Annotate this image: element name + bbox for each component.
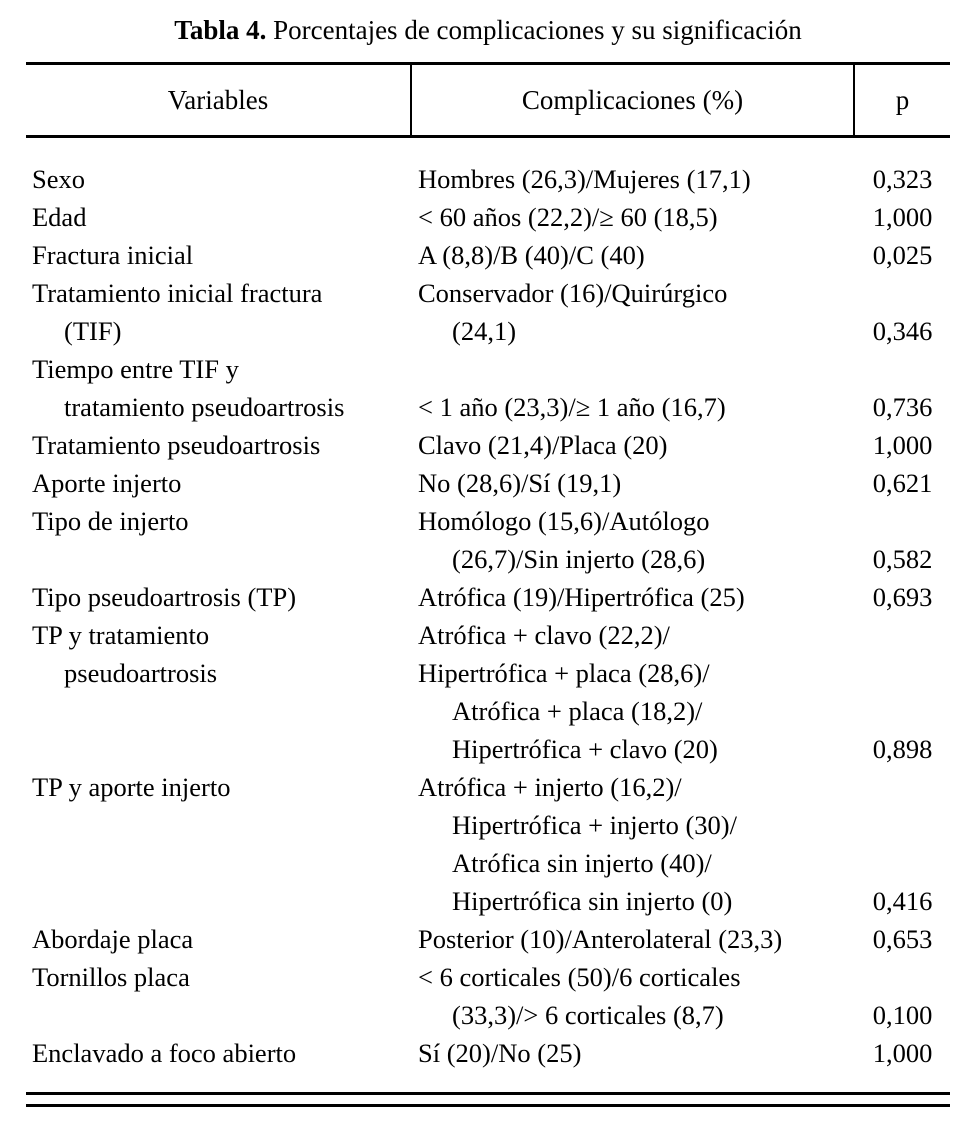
table-caption-text: Porcentajes de complicaciones y su significación bbox=[266, 15, 802, 45]
cell-variable bbox=[26, 730, 410, 768]
cell-p-value bbox=[855, 274, 950, 312]
cell-variable: Tipo pseudoartrosis (TP) bbox=[32, 582, 297, 612]
cell-variable: TP y aporte injerto bbox=[32, 772, 231, 802]
cell-p-value bbox=[855, 768, 950, 806]
table-row bbox=[26, 350, 950, 388]
cell-variable: Abordaje placa bbox=[32, 924, 194, 954]
cell-p-value bbox=[855, 654, 950, 692]
cell-complicaciones: Hipertrófica sin injerto (0) bbox=[452, 886, 733, 916]
cell-complicaciones: Atrófica (19)/Hipertrófica (25) bbox=[418, 582, 745, 612]
header-cell-variables: Variables bbox=[167, 85, 269, 115]
table-header bbox=[26, 65, 950, 138]
cell-p-value bbox=[855, 502, 950, 540]
cell-p-value bbox=[855, 844, 950, 882]
cell-variable bbox=[26, 540, 410, 578]
cell-p-value: 1,000 bbox=[872, 430, 933, 460]
cell-p-value: 1,000 bbox=[872, 202, 933, 232]
table-row bbox=[26, 958, 950, 996]
table-row bbox=[26, 388, 950, 426]
table-row bbox=[26, 920, 950, 958]
cell-complicaciones: Atrófica + clavo (22,2)/ bbox=[418, 620, 670, 650]
cell-complicaciones bbox=[410, 350, 855, 388]
cell-p-value: 0,582 bbox=[872, 544, 933, 574]
cell-variable: Aporte injerto bbox=[32, 468, 182, 498]
table-row bbox=[26, 1034, 950, 1072]
cell-variable: Tornillos placa bbox=[32, 962, 190, 992]
table-title bbox=[26, 12, 950, 48]
cell-variable bbox=[26, 806, 410, 844]
cell-p-value: 0,653 bbox=[872, 924, 933, 954]
cell-complicaciones: Hipertrófica + injerto (30)/ bbox=[452, 810, 737, 840]
cell-complicaciones: < 1 año (23,3)/≥ 1 año (16,7) bbox=[418, 392, 726, 422]
cell-complicaciones: < 60 años (22,2)/≥ 60 (18,5) bbox=[418, 202, 718, 232]
table-row bbox=[26, 160, 950, 198]
cell-complicaciones: < 6 corticales (50)/6 corticales bbox=[418, 962, 741, 992]
bottom-rule-1 bbox=[26, 1092, 950, 1095]
cell-complicaciones: Sí (20)/No (25) bbox=[418, 1038, 582, 1068]
cell-p-value: 0,100 bbox=[872, 1000, 933, 1030]
cell-variable: TP y tratamiento bbox=[32, 620, 210, 650]
header-cell-p: p bbox=[895, 85, 910, 115]
cell-p-value: 0,693 bbox=[872, 582, 933, 612]
cell-p-value: 0,736 bbox=[872, 392, 933, 422]
cell-complicaciones: Conservador (16)/Quirúrgico bbox=[418, 278, 728, 308]
cell-variable: Tratamiento inicial fractura bbox=[32, 278, 323, 308]
cell-complicaciones: Hipertrófica + placa (28,6)/ bbox=[418, 658, 710, 688]
table-row bbox=[26, 198, 950, 236]
cell-variable bbox=[26, 844, 410, 882]
cell-variable bbox=[26, 996, 410, 1034]
table-row bbox=[26, 882, 950, 920]
cell-variable bbox=[26, 692, 410, 730]
cell-complicaciones: Atrófica + injerto (16,2)/ bbox=[418, 772, 682, 802]
cell-p-value bbox=[855, 958, 950, 996]
bottom-rule-2 bbox=[26, 1104, 950, 1107]
cell-p-value: 0,416 bbox=[872, 886, 933, 916]
cell-complicaciones: Clavo (21,4)/Placa (20) bbox=[418, 430, 668, 460]
table-row bbox=[26, 464, 950, 502]
cell-variable: Fractura inicial bbox=[32, 240, 194, 270]
cell-variable: Sexo bbox=[32, 164, 85, 194]
cell-complicaciones: Homólogo (15,6)/Autólogo bbox=[418, 506, 710, 536]
cell-p-value bbox=[855, 616, 950, 654]
table-row bbox=[26, 844, 950, 882]
header-cell-complicaciones: Complicaciones (%) bbox=[410, 65, 855, 135]
cell-complicaciones: Atrófica + placa (18,2)/ bbox=[452, 696, 703, 726]
cell-p-value: 0,621 bbox=[872, 468, 933, 498]
table-row bbox=[26, 730, 950, 768]
table-row bbox=[26, 540, 950, 578]
table-row bbox=[26, 616, 950, 654]
cell-variable bbox=[26, 882, 410, 920]
table-row bbox=[26, 692, 950, 730]
table-caption-label: Tabla 4. bbox=[174, 15, 267, 45]
table-row bbox=[26, 426, 950, 464]
cell-complicaciones: Posterior (10)/Anterolateral (23,3) bbox=[418, 924, 783, 954]
table-footer-rules bbox=[26, 1092, 950, 1107]
cell-complicaciones: (26,7)/Sin injerto (28,6) bbox=[452, 544, 706, 574]
data-table bbox=[26, 62, 950, 1092]
cell-variable: tratamiento pseudoartrosis bbox=[64, 392, 345, 422]
cell-p-value: 0,323 bbox=[872, 164, 933, 194]
table-row bbox=[26, 768, 950, 806]
cell-variable: pseudoartrosis bbox=[64, 658, 218, 688]
cell-p-value: 0,898 bbox=[872, 734, 933, 764]
cell-variable: Edad bbox=[32, 202, 87, 232]
cell-variable: Tipo de injerto bbox=[32, 506, 189, 536]
cell-variable: (TIF) bbox=[64, 316, 122, 346]
cell-p-value: 0,346 bbox=[872, 316, 933, 346]
cell-complicaciones: (24,1) bbox=[452, 316, 517, 346]
cell-complicaciones: Hipertrófica + clavo (20) bbox=[452, 734, 718, 764]
cell-complicaciones: Hombres (26,3)/Mujeres (17,1) bbox=[418, 164, 751, 194]
cell-complicaciones: Atrófica sin injerto (40)/ bbox=[452, 848, 712, 878]
table-row bbox=[26, 996, 950, 1034]
table-row bbox=[26, 236, 950, 274]
cell-p-value bbox=[855, 692, 950, 730]
cell-complicaciones: (33,3)/> 6 corticales (8,7) bbox=[452, 1000, 724, 1030]
cell-p-value bbox=[855, 806, 950, 844]
table-row bbox=[26, 578, 950, 616]
cell-variable: Tiempo entre TIF y bbox=[32, 354, 239, 384]
table-row bbox=[26, 502, 950, 540]
cell-p-value bbox=[855, 350, 950, 388]
table-row bbox=[26, 274, 950, 312]
cell-variable: Tratamiento pseudoartrosis bbox=[32, 430, 321, 460]
cell-p-value: 0,025 bbox=[872, 240, 933, 270]
table-row bbox=[26, 312, 950, 350]
cell-complicaciones: No (28,6)/Sí (19,1) bbox=[418, 468, 622, 498]
cell-variable: Enclavado a foco abierto bbox=[32, 1038, 297, 1068]
table-row bbox=[26, 806, 950, 844]
cell-p-value: 1,000 bbox=[872, 1038, 933, 1068]
table-body bbox=[26, 138, 950, 1092]
cell-complicaciones: A (8,8)/B (40)/C (40) bbox=[418, 240, 645, 270]
table-row bbox=[26, 654, 950, 692]
